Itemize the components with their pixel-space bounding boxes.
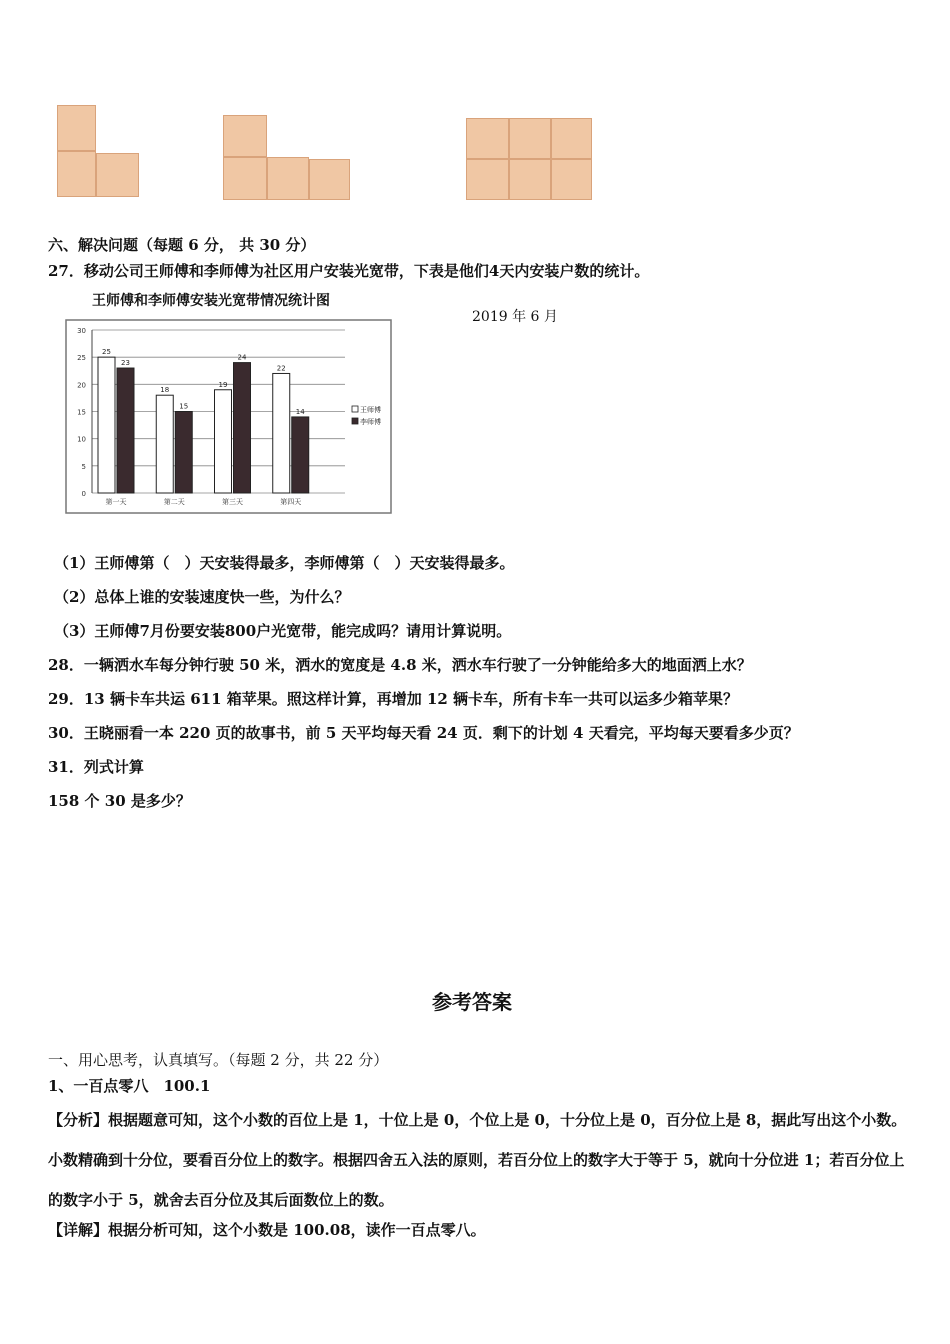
- bar-chart: [60, 318, 400, 518]
- section-heading: 六、解决问题（每题 6 分， 共 30 分）: [48, 236, 316, 254]
- bar-value-label: 23: [121, 359, 130, 368]
- bar-value-label: 22: [276, 364, 286, 373]
- legend-swatch: [352, 406, 358, 412]
- chart-date: 2019 年 6 月: [472, 309, 558, 325]
- bar: [98, 357, 115, 493]
- bar-value-label: 19: [218, 380, 228, 389]
- chart-title: 王师傅和李师傅安装光宽带情况统计图: [92, 293, 330, 309]
- x-tick-label: 第四天: [280, 498, 302, 506]
- bar: [117, 368, 134, 493]
- answers-section-1: 一、用心思考，认真填写。（每题 2 分，共 22 分）: [48, 1051, 389, 1069]
- y-tick-label: 25: [77, 354, 86, 363]
- bar: [156, 395, 173, 493]
- legend-swatch: [352, 418, 358, 424]
- legend-label: 王师傅: [360, 406, 381, 414]
- y-tick-label: 0: [81, 490, 86, 498]
- bar: [234, 363, 251, 493]
- bar-value-label: 25: [102, 348, 111, 357]
- question-27: 27．移动公司王师傅和李师傅为社区用户安装光宽带，下表是他们4天内安装户数的统计。: [48, 262, 650, 280]
- question-27-sub-2: （2）总体上谁的安装速度快一些，为什么？: [54, 588, 350, 606]
- x-tick-label: 第一天: [105, 498, 127, 506]
- answer-1: 1、一百点零八 100.1: [48, 1077, 211, 1095]
- y-tick-label: 5: [81, 462, 86, 471]
- answer-1-analysis: 【分析】根据题意可知，这个小数的百位上是 1，十位上是 0，个位上是 0，十分位上是 0，百分位上是 8，据此写出这个小数。小数精确到十分位，要看百分位上的数字。根据四舍五入法的原则，若百分位上的数字大于等于 5，就向十分位进 1；若百分位上的数字小于 5，就舍去百分位及其后面数位上的数。: [48, 1111, 907, 1209]
- question-27-sub-3: （3）王师傅7月份要安装800户光宽带，能完成吗？请用计算说明。: [54, 622, 512, 640]
- bar: [292, 417, 309, 493]
- y-tick-label: 30: [77, 327, 86, 335]
- answer-1-detail: 【详解】根据分析可知，这个小数是 100.08，读作一百点零八。: [48, 1221, 486, 1239]
- question-31: 31．列式计算: [48, 758, 144, 776]
- y-tick-label: 15: [77, 408, 86, 417]
- bar-value-label: 14: [295, 407, 305, 416]
- answers-title: 参考答案: [432, 990, 512, 1014]
- question-28: 28．一辆洒水车每分钟行驶 50 米，洒水的宽度是 4.8 米，洒水车行驶了一分钟能给多大的地面洒上水？: [48, 656, 752, 674]
- x-tick-label: 第二天: [163, 498, 185, 506]
- bar-value-label: 18: [160, 386, 170, 395]
- question-29: 29．13 辆卡车共运 611 箱苹果。照这样计算，再增加 12 辆卡车，所有卡车一共可以运多少箱苹果？: [48, 690, 739, 708]
- bar: [215, 390, 232, 493]
- bar-value-label: 15: [179, 402, 189, 411]
- bar: [273, 373, 290, 493]
- y-tick-label: 10: [77, 435, 86, 444]
- x-tick-label: 第三天: [222, 498, 243, 506]
- question-31-sub: 158 个 30 是多少？: [48, 792, 191, 810]
- y-tick-label: 20: [77, 381, 86, 390]
- bar-value-label: 24: [237, 353, 247, 362]
- question-30: 30．王晓丽看一本 220 页的故事书，前 5 天平均每天看 24 页．剩下的计划 4 天看完，平均每天要看多少页？: [48, 724, 799, 742]
- question-27-sub-1: （1）王师傅第（ ）天安装得最多，李师傅第（ ）天安装得最多。: [54, 554, 515, 572]
- bar: [175, 412, 192, 494]
- legend-label: 李师傅: [360, 418, 381, 426]
